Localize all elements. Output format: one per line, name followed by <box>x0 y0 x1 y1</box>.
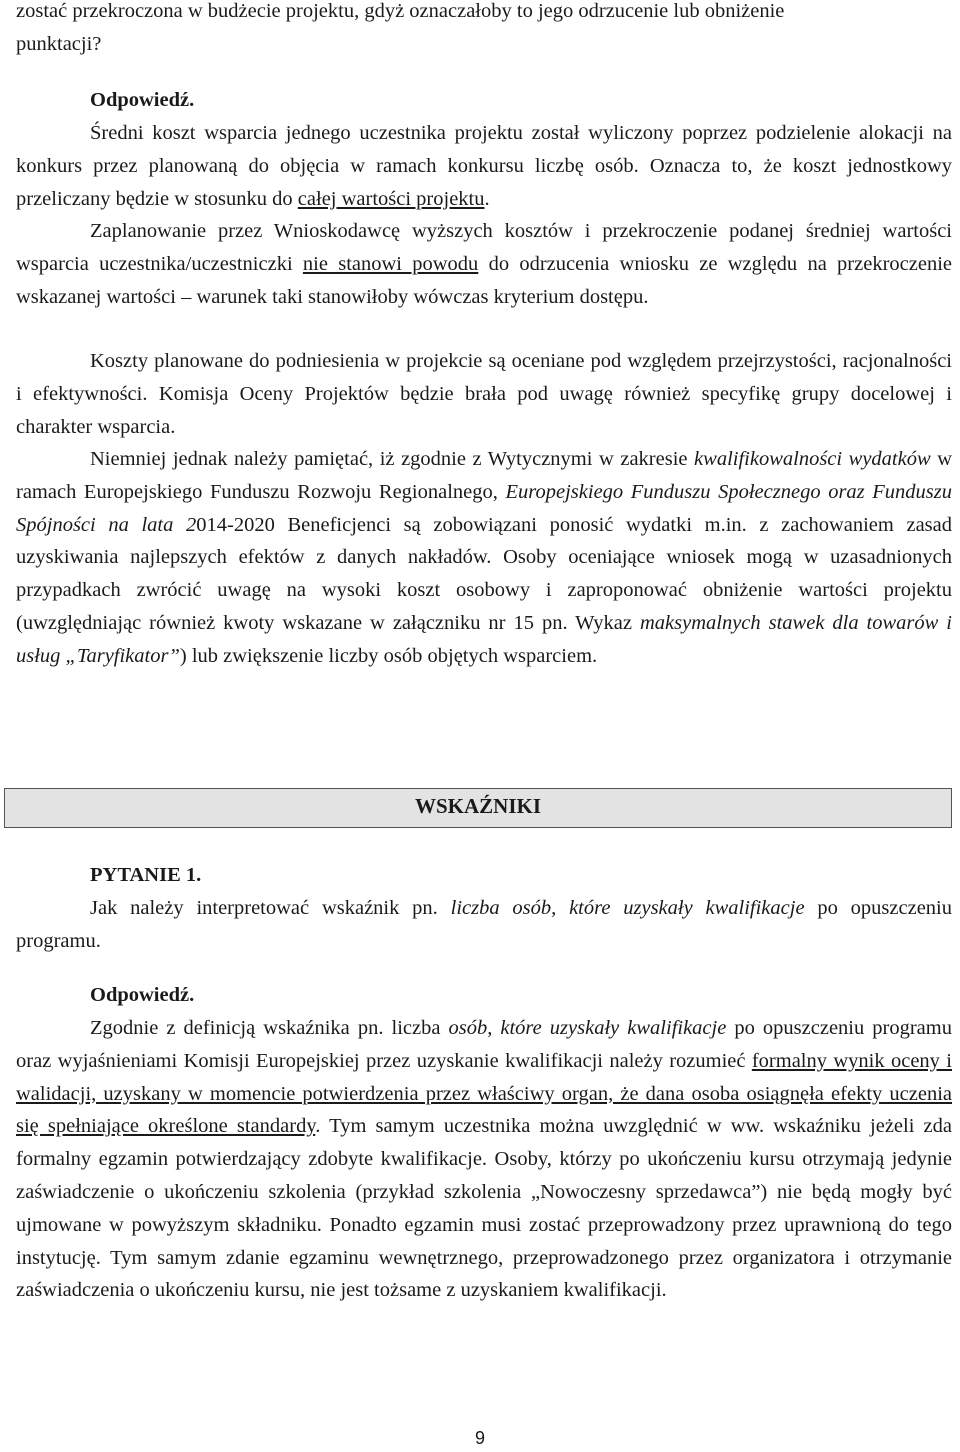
paragraph-2-text-end: do odrzucenia wniosku ze względu na przekroczenie wskazanej wartości – warunek taki stanowiłoby wówczas kryterium dostępu. <box>16 252 952 308</box>
answer-text-2: po opuszczeniu programu oraz wyjaśnieniami Komisji Europejskiej przez uzyskanie kwalifikacji należy rozumieć <box>16 1017 952 1072</box>
intro-question <box>16 0 952 61</box>
page-number: 9 <box>474 1428 485 1448</box>
answer-label-1: Odpowiedź. <box>90 89 195 111</box>
question-italic: liczba osób, które uzyskały kwalifikacje <box>450 897 805 919</box>
paragraph-2-underline: nie stanowi powodu <box>302 252 479 275</box>
answer-text-3: . Tym samym uczestnika można uwzględnić w ww. wskaźniku jeżeli zda formalny egzamin potwierdzający zdobyte kwalifikacje. Osoby, którzy po ukończeniu kursu otrzymają jedynie zaświadczenie o ukończeniu szkolenia (przykład szkolenia „Nowoczesny sprzedawca”) nie będą mogły być ujmowane w powyższym składniku. Ponadto egzamin musi zostać przeprowadzony przez uprawnioną do tego instytucję. Tym samym zdanie egzaminu wewnętrznego, przeprowadzonego przez organizatora i otrzymanie zaświadczenia o ukończeniu kursu, nie jest tożsame z uzyskaniem kwalifikacji. <box>16 1115 952 1302</box>
section-heading-bar <box>4 788 952 828</box>
paragraph-1 <box>16 117 952 215</box>
answer-italic: osób, które uzyskały kwalifikacje <box>448 1017 727 1039</box>
paragraph-1-text: Średni koszt wsparcia jednego uczestnika projektu został wyliczony poprzez podzielenie alokacji na konkurs przez planowaną do objęcia w ramach konkursu liczbę osób. Oznacza to, że koszt jednostkowy przeliczany będzie w stosunku do <box>16 122 952 210</box>
paragraph-4 <box>16 443 952 673</box>
section-heading: WSKAŹNIKI <box>414 794 542 818</box>
answer-text-1: Zgodnie z definicją wskaźnika pn. liczba <box>90 1017 449 1039</box>
question-text <box>16 892 952 958</box>
paragraph-4-italic-3: maksymalnych stawek dla towarów i usług „Taryfikator” <box>16 611 952 667</box>
paragraph-1-end: . <box>484 187 490 210</box>
paragraph-1-underline: całej wartości projektu <box>297 187 485 210</box>
answer-label-2: Odpowiedź. <box>90 984 195 1006</box>
paragraph-4-text: Niemniej jednak należy pamiętać, iż zgodnie z Wytycznymi w zakresie <box>90 448 695 470</box>
answer-paragraph <box>16 1012 952 1307</box>
question-label: PYTANIE 1. <box>90 864 202 886</box>
paragraph-2-text: Zaplanowanie przez Wnioskodawcę wyższych kosztów i przekroczenie podanej średniej wartości wsparcia uczestnika/uczestniczki <box>16 220 952 275</box>
paragraph-4-italic-2: Europejskiego Funduszu Społecznego oraz Funduszu Spójności na lata 2 <box>16 480 952 536</box>
paragraph-2 <box>16 215 952 313</box>
question-text-2: po opuszczeniu programu. <box>16 897 952 952</box>
paragraph-4-text-4: ) lub zwiększenie liczby osób objętych wsparciem. <box>179 644 598 667</box>
intro-line-2: punktacji? <box>16 32 102 55</box>
paragraph-4-italic-1: kwalifikowalności wydatków <box>694 448 931 470</box>
paragraph-4-text-2: w ramach Europejskiego Funduszu Rozwoju Regionalnego, <box>16 448 952 503</box>
paragraph-4-text-3: 014-2020 Beneficjenci są zobowiązani ponosić wydatki m.in. z zachowaniem zasad uzyskiwania najlepszych efektów z danych nakładów. Osoby oceniające wniosek mogą w uzasadnionych przypadkach zwrócić uwagę na wysoki koszt osobowy i zaproponować obniżenie wartości projektu (uwzględniając również kwoty wskazane w załączniku nr 15 pn. Wykaz <box>16 513 952 634</box>
answer-underline: formalny wynik oceny i walidacji, uzyskany w momencie potwierdzenia przez właściwy organ, że dana osoba osiągnęła efekty uczenia się spełniające określone standardy <box>16 1049 952 1138</box>
question-text-1: Jak należy interpretować wskaźnik pn. <box>90 897 451 919</box>
intro-line-1: zostać przekroczona w budżecie projektu, gdyż oznaczałoby to jego odrzucenie lub obniżenie <box>16 0 785 22</box>
paragraph-3: Koszty planowane do podniesienia w projekcie są oceniane pod względem przejrzystości, racjonalności i efektywności. Komisja Oceny Projektów będzie brała pod uwagę również specyfikę grupy docelowej i charakter wsparcia. <box>16 350 952 438</box>
